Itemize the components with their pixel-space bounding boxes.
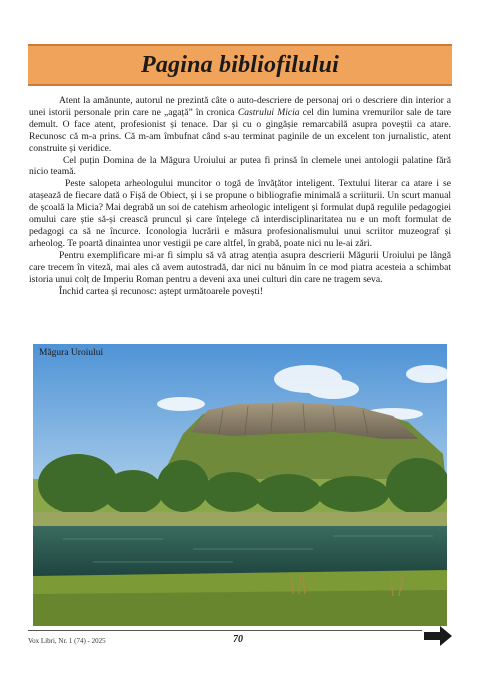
landscape-photo — [33, 344, 447, 626]
paragraph-1-start: Atent la amănunte, autorul ne prezintă câte o auto-descriere de personaj ori o descriere din interior a unei istorii personale prin care ne „agață” în cronica — [29, 95, 451, 118]
section-header-band — [28, 44, 452, 86]
river-bank — [33, 512, 447, 528]
section-title: Pagina bibliofilului — [140, 51, 340, 78]
paragraph-4: Pentru exemplificare mi-ar fi simplu să vă atrag atenția asupra descrierii Măgurii Uroiului pe lângă care trecem în viteză, mai ales că avem autostradă, dar nici nu bănuim în ce mod piatra acesteia a schimbat istoria unui colț de Imperiu Roman pentru a deveni axa unei culturi din care ne tragem seva. — [29, 249, 451, 285]
river — [33, 526, 447, 576]
publication-info: Vox Libri, Nr. 1 (74) - 2025 — [28, 637, 106, 645]
paragraph-2: Cel puțin Domina de la Măgura Uroiului ar putea fi prinsă în clemele unei antologii palatine fără nicio teamă. — [29, 154, 451, 178]
foreground-shadow — [33, 590, 447, 626]
landscape-illustration — [33, 344, 447, 626]
arrow-right-icon[interactable] — [424, 626, 452, 646]
paragraph-3: Peste salopeta arheologului muncitor o togă de învățător inteligent. Textului literar ca atare i se atașează de fiecare dată o Fișă de Obiect, și i se propune o bibliografie minimală a scriiturii. Un scurt manual de școală la Micia? Mai degrabă un soi de catehism arheologic inteligent și formulat după regulile pedagogiei omului care știe să-și crească pruncul și care înțelege că interdisciplinaritatea nu e un moft formulat de pedagogi ca să ne încurce. Iconologia lucrării e măsura profesionalismului unui scriitor muzeograf și arheolog. Te poartă dinaintea unor vestigii pe care altfel, în grabă, poate nici nu le-ai zări. — [29, 178, 451, 249]
paragraph-1-end: cel din lumina vremurilor sale de tare demult. O face atent, profesionist și tenace. Dar și cu o gingășie remarcabilă asupra poveștii ca atare. Recunosc că m-a prins. Că m-am îmbufnat când s-au terminat paginile de un excelent ton jurnalistic, atent construite și veridice. — [29, 106, 452, 154]
paragraph-5: Închid cartea și recunosc: aștept următoarele povești! — [59, 285, 264, 297]
paragraph-1 — [29, 95, 451, 155]
page-number: 70 — [233, 634, 243, 645]
footer-rule — [28, 630, 422, 631]
castrum-title: Castrului Micia — [237, 106, 300, 118]
article-body — [29, 95, 451, 297]
photo-caption: Măgura Uroiului — [39, 348, 104, 358]
